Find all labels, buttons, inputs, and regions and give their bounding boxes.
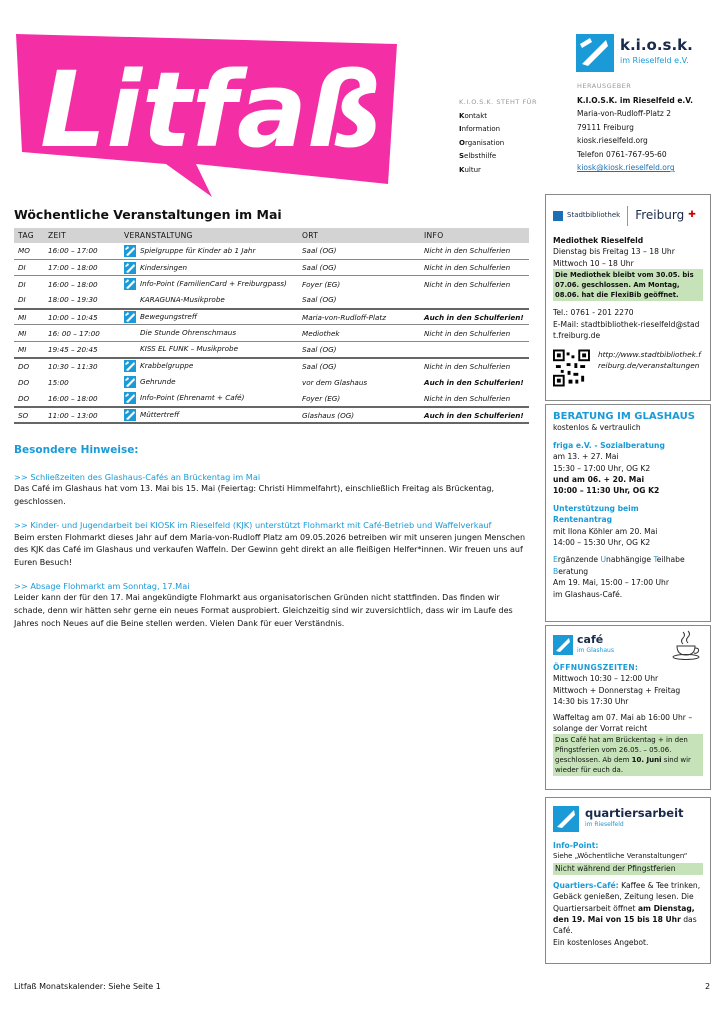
cell-event: Spielgruppe für Kinder ab 1 Jahr — [120, 243, 298, 259]
cell-info: Auch in den Schulferien! — [424, 377, 524, 387]
cell-event: Die Stunde Ohrenschmaus — [120, 325, 298, 341]
quartier-logo — [553, 804, 703, 834]
quartier-cafe-text: Quartiers-Café: Kaffee & Tee trinken, Gebäck genießen, Zeitung lesen. Die Quartiersarbeit öffnet am Dienstag, den 19. Mai von 15 bis 18 Uhr das Café. — [553, 880, 701, 936]
cell-day: MI — [14, 325, 44, 341]
cell-event: Müttertreff — [120, 407, 298, 423]
note-text: Beim ersten Flohmarkt dieses Jahr auf dem Maria-von-Rudloff Platz am 09.05.2026 betreiben wir mit unseren jungen Menschen des KJK das Café im Glashaus und verkaufen Waffeln. Der Gewinn geht direkt an alle fleißigen Helfer*innen. Wir freuen uns auf Euren Besuch! — [14, 532, 526, 567]
cell-time: 16:00 – 18:00 — [48, 279, 98, 289]
table-row — [14, 341, 529, 357]
cell-day: DI — [14, 292, 44, 308]
qr-code-icon — [553, 349, 590, 387]
note-heading: >> Kinder- und Jugendarbeit bei KIOSK im Rieselfeld (KJK) unterstützt Flohmarkt mit Café-Betrieb und Waffelverkauf — [14, 519, 492, 530]
cell-place: Mediothek — [298, 325, 420, 341]
quartier-logo-icon — [553, 806, 579, 832]
litfass-logo — [16, 34, 397, 197]
publisher-phone: Telefon 0761-767-95-60 — [577, 149, 667, 159]
cell-time: 16: 00 – 17:00 — [44, 325, 120, 341]
cell-info — [420, 341, 529, 357]
publisher-street: Maria-von-Rudloff-Platz 2 — [577, 109, 671, 118]
cafe-box — [545, 625, 711, 790]
cell-event: Info-Point (FamilienCard + Freiburgpass) — [120, 276, 298, 292]
table-row — [14, 259, 529, 275]
beratung-box — [545, 404, 711, 622]
table-header: VERANSTALTUNG — [120, 228, 298, 243]
kiosk-acronym-item: Selbsthilfe — [459, 152, 497, 160]
mediothek-hours-2: Mittwoch 10 – 18 Uhr — [553, 258, 634, 268]
cafe-hours-2: Mittwoch + Donnerstag + Freitag — [553, 685, 681, 695]
rente-title: Unterstützung beim Rentenantrag — [553, 503, 639, 525]
friga-title: friga e.V. - Sozialberatung — [553, 440, 665, 450]
friga-line-2: 15:30 – 17:00 Uhr, OG K2 — [553, 463, 651, 473]
kiosk-acronym-heading: K.I.O.S.K. STEHT FÜR — [459, 98, 537, 106]
cafe-logo-sub: im Glashaus — [577, 646, 614, 654]
infopoint-text: Siehe „Wöchentliche Veranstaltungen“ — [553, 852, 688, 861]
cell-time: 16:00 – 18:00 — [44, 391, 120, 407]
cell-place: Saal (OG) — [298, 292, 420, 308]
note-heading: >> Absage Flohmarkt am Sonntag, 17.Mai — [14, 580, 190, 591]
table-header: ORT — [298, 228, 420, 243]
cell-place: Saal (OG) — [298, 243, 420, 259]
kiosk-acronym-item: Kultur — [459, 165, 481, 174]
friga-line-1: am 13. + 27. Mai — [553, 452, 619, 462]
publisher-city: 79111 Freiburg — [577, 122, 634, 132]
note-text: Das Café im Glashaus hat vom 13. Mai bis 15. Mai (Feiertag: Christi Himmelfahrt), einschließlich Freitag als Brückentag, geschlossen. — [14, 484, 495, 507]
cell-info: Auch in den Schulferien! — [420, 407, 529, 423]
kiosk-icon — [124, 409, 136, 421]
quartier-logo-sub: im Rieselfeld — [585, 821, 624, 829]
cell-time: 16:00 – 17:00 — [44, 243, 120, 259]
cell-place: Foyer (EG) — [298, 391, 420, 407]
mediothek-logo-icon — [553, 211, 563, 221]
cell-time: 11:00 – 13:00 — [44, 407, 120, 423]
mediothek-box — [545, 194, 711, 401]
table-row — [14, 391, 529, 407]
cell-place: Saal (OG) — [298, 341, 420, 357]
table-row — [14, 243, 529, 259]
kiosk-icon — [124, 278, 136, 290]
kiosk-acronym-item: Organisation — [459, 138, 505, 147]
cell-day: MI — [14, 341, 44, 357]
mediothek-logo — [553, 201, 703, 231]
cell-event: KISS EL FUNK – Musikprobe — [120, 341, 298, 357]
cell-event: Kindersingen — [120, 259, 298, 275]
beratung-subtitle: kostenlos & vertraulich — [553, 423, 641, 433]
cell-info: Nicht in den Schulferien — [424, 361, 511, 371]
mediothek-logo-left: Stadtbibliothek — [567, 211, 621, 220]
cell-info: Nicht in den Schulferien — [420, 243, 529, 259]
cell-place: Glashaus (OG) — [298, 407, 420, 423]
cell-info — [420, 292, 529, 308]
kiosk-acronym-item: Kontakt — [459, 111, 487, 120]
cell-place: Foyer (EG) — [302, 279, 341, 289]
cell-day: DI — [14, 259, 44, 275]
kiosk-logo — [576, 34, 702, 72]
table-header: INFO — [420, 228, 529, 243]
table-header: ZEIT — [44, 228, 120, 243]
note-heading: >> Schließzeiten des Glashaus-Cafés an Brückentag im Mai — [14, 471, 261, 482]
cell-place: vor dem Glashaus — [302, 377, 368, 387]
cell-day: MO — [14, 243, 44, 259]
cafe-hours-3: 14:30 bis 17:30 Uhr — [553, 697, 629, 707]
cell-info: Nicht in den Schulferien — [420, 325, 529, 341]
cafe-hours-title: ÖFFNUNGSZEITEN: — [553, 663, 639, 672]
logo-text: Litfaß — [40, 49, 382, 171]
cafe-hours-1: Mittwoch 10:30 – 12:00 Uhr — [553, 674, 659, 684]
cafe-logo-name: café — [577, 632, 604, 646]
cell-day: DO — [14, 391, 44, 407]
cell-day: SO — [14, 407, 44, 423]
notes-title: Besondere Hinweise: — [14, 444, 139, 456]
kiosk-logo-icon — [576, 34, 614, 72]
page-number: 2 — [705, 982, 711, 991]
kiosk-logo-name: k.i.o.s.k. — [620, 36, 693, 54]
cafe-logo — [553, 632, 703, 658]
cell-info: Nicht in den Schulferien — [420, 391, 529, 407]
cell-day: DO — [18, 377, 30, 387]
publisher-heading: HERAUSGEBER — [577, 82, 632, 90]
cafe-logo-icon — [553, 635, 573, 655]
mediothek-logo-right: Freiburg — [635, 208, 685, 223]
publisher-web[interactable]: kiosk.rieselfeld.org — [577, 136, 648, 145]
beratung-title: BERATUNG IM GLASHAUS — [553, 411, 695, 422]
kiosk-logo-sub: im Rieselfeld e.V. — [620, 56, 689, 65]
cell-time: 15:00 — [48, 377, 69, 387]
kiosk-icon — [124, 262, 136, 274]
cell-time: 10:30 – 11:30 — [48, 361, 98, 371]
quartiersarbeit-box — [545, 797, 711, 964]
cell-event: KARAGUNA-Musikprobe — [120, 292, 298, 308]
mediothek-url[interactable]: http://www.stadtbibliothek.freiburg.de/veranstaltungen — [597, 350, 701, 371]
cell-time: 19:45 – 20:45 — [44, 341, 120, 357]
note-text: Leider kann der für den 17. Mai angekündigte Flohmarkt aus organisatorischen Gründen nicht stattfinden. Das finden wir schade, denn wir hätten sehr gerne ein neues Format ausprobiert. Gleichzeitig sind wir zuversichtlich, dass wir im Laufe des Jahres noch Neues auf die Beine stellen werden. Vielen Dank für euer Verständnis. — [14, 593, 513, 628]
coffee-cup-icon — [671, 629, 703, 661]
eutb-line-1: Am 19. Mai, 15:00 – 17:00 Uhr — [553, 578, 669, 588]
footer-text: Litfaß Monatskalender: Siehe Seite 1 — [14, 982, 161, 991]
eutb-title: Ergänzende Unabhängige Teilhabe Beratung — [553, 555, 685, 576]
kiosk-icon — [124, 360, 136, 372]
cell-place: Saal (OG) — [302, 361, 337, 371]
table-row — [14, 407, 529, 423]
weekly-title: Wöchentliche Veranstaltungen im Mai — [14, 207, 282, 222]
quartier-cafe-free: Ein kostenloses Angebot. — [553, 937, 649, 947]
rente-line-2: 14:00 – 15:30 Uhr, OG K2 — [553, 538, 651, 548]
cell-info: Nicht in den Schulferien — [420, 259, 529, 275]
cell-place: Maria-von-Rudloff-Platz — [298, 309, 420, 325]
cell-time: 18:00 – 19:30 — [44, 292, 120, 308]
cell-event: Krabbelgruppe — [120, 358, 298, 374]
friga-line-3: und am 06. + 20. Mai — [553, 475, 645, 485]
publisher-name: K.I.O.S.K. im Rieselfeld e.V. — [577, 95, 693, 105]
cell-day: DI — [18, 279, 26, 289]
cell-time: 10:00 – 10:45 — [44, 309, 120, 325]
mediothek-email[interactable]: E-Mail: stadtbibliothek-rieselfeld@stadt.freiburg.de — [553, 319, 700, 341]
mediothek-phone: Tel.: 0761 - 201 2270 — [553, 308, 634, 318]
kiosk-icon — [124, 392, 136, 404]
kiosk-acronym — [459, 96, 537, 177]
friga-line-4: 10:00 – 11:30 Uhr, OG K2 — [553, 486, 660, 496]
table-row — [14, 292, 529, 308]
cell-time: 17:00 – 18:00 — [44, 259, 120, 275]
weekly-events-table — [14, 228, 529, 424]
cafe-waffle-day: Waffeltag am 07. Mai ab 16:00 Uhr – solange der Vorrat reicht — [553, 712, 693, 734]
publisher-block — [577, 80, 693, 175]
kiosk-icon — [124, 245, 136, 257]
cell-event: Info-Point (Ehrenamt + Café) — [120, 391, 298, 407]
cell-place: Saal (OG) — [298, 259, 420, 275]
cell-event: Gehrunde — [120, 374, 298, 390]
cell-day: DO — [18, 361, 30, 371]
mediothek-notice: Die Mediothek bleibt vom 30.05. bis 07.06. geschlossen. Am Montag, 08.06. hat die FlexiBib geöffnet. — [553, 269, 703, 301]
mediothek-hours-1: Dienstag bis Freitag 13 – 18 Uhr — [553, 247, 675, 257]
mediothek-name: Mediothek Rieselfeld — [553, 236, 644, 245]
cafe-notice: Das Café hat am Brückentag + in den Pfingstferien vom 26.05. – 05.06. geschlossen. Ab dem 10. Juni sind wir wieder für euch da. — [553, 734, 703, 776]
rente-line-1: mit Ilona Köhler am 20. Mai — [553, 526, 658, 536]
infopoint-notice: Nicht während der Pfingstferien — [553, 863, 703, 875]
kiosk-icon — [124, 311, 136, 323]
freiburg-crest-icon: ✚ — [688, 210, 696, 221]
cell-event: Bewegungstreff — [120, 309, 298, 325]
table-row — [14, 358, 529, 374]
cell-info: Auch in den Schulferien! — [420, 309, 529, 325]
table-header: TAG — [14, 228, 44, 243]
kiosk-icon — [124, 376, 136, 388]
table-row — [14, 276, 529, 292]
cell-day: MI — [14, 309, 44, 325]
infopoint-title: Info-Point: — [553, 841, 599, 850]
table-row — [14, 374, 529, 390]
special-notes — [14, 444, 532, 630]
quartier-logo-name: quartiersarbeit — [585, 806, 684, 821]
cell-info: Nicht in den Schulferien — [424, 279, 511, 289]
table-row — [14, 309, 529, 325]
kiosk-acronym-item: Information — [459, 125, 501, 133]
table-row — [14, 325, 529, 341]
eutb-line-2: im Glashaus-Café. — [553, 589, 623, 599]
publisher-email-link[interactable]: kiosk@kiosk.rieselfeld.org — [577, 163, 675, 172]
